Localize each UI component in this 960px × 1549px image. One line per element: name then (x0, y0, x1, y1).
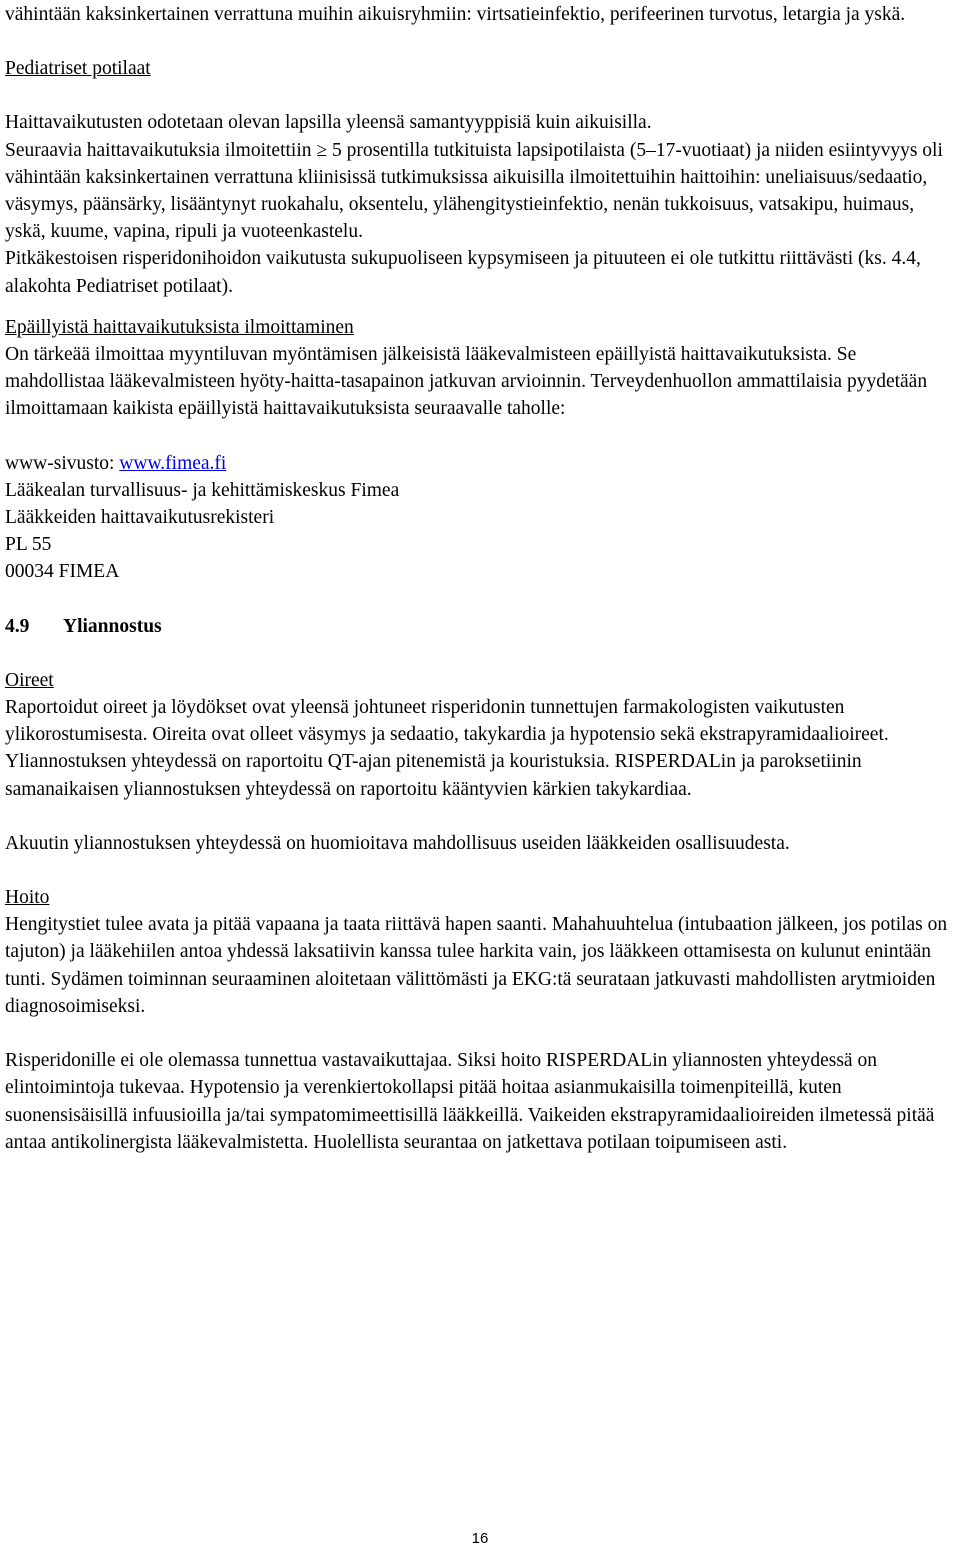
treatment-heading: Hoito (5, 887, 50, 909)
address-line-3: PL 55 (5, 534, 52, 556)
section-title: Yliannostus (63, 615, 162, 637)
symptoms-paragraph-1: Raportoidut oireet ja löydökset ovat yleensä johtuneet risperidonin tunnettujen farmakologisten vaikutusten ylikorostumisesta. Oireita ovat olleet väsymys ja sedaatio, takykardia ja hypotensio sekä ekstrapyramidaalioireet. Yliannostuksen yhteydessä on raportoitu QT-ajan pitenemistä ja kouristuksia. RISPERDALin ja paroksetiinin samanaikaisen yliannostuksen yhteydessä on raportoitu kääntyvien kärkien takykardiaa. (5, 697, 889, 800)
website-label: www-sivusto: (5, 452, 120, 474)
pediatric-paragraph-1: Haittavaikutusten odotetaan olevan lapsilla yleensä samantyyppisiä kuin aikuisilla. (5, 112, 652, 134)
symptoms-paragraph-2: Akuutin yliannostuksen yhteydessä on huomioitava mahdollisuus useiden lääkkeiden osallisuudesta. (5, 832, 790, 854)
address-line-2: Lääkkeiden haittavaikutusrekisteri (5, 507, 275, 529)
website-line (5, 450, 955, 477)
reporting-paragraph: On tärkeää ilmoittaa myyntiluvan myöntämisen jälkeisistä lääkevalmisteen epäillyistä haittavaikutuksista. Se mahdollistaa lääkevalmisteen hyöty-haitta-tasapainon jatkuvan arvioinnin. Terveydenhuollon ammattilaisia pyydetään ilmoittamaan kaikista epäillyistä haittavaikutuksista seuraavalle taholle: (5, 344, 928, 420)
reporting-heading: Epäillyistä haittavaikutuksista ilmoittaminen (5, 316, 354, 338)
document-page (5, 1, 955, 1156)
address-line-1: Lääkealan turvallisuus- ja kehittämiskeskus Fimea (5, 479, 400, 501)
symptoms-heading: Oireet (5, 669, 54, 691)
section-number: 4.9 (5, 615, 30, 637)
pediatric-heading: Pediatriset potilaat (5, 58, 151, 80)
pediatric-paragraph-2: Seuraavia haittavaikutuksia ilmoitettiin ≥ 5 prosentilla tutkituista lapsipotilaista (5–17-vuotiaat) ja niiden esiintyvyys oli vähintään kaksinkertainen verrattuna kliinisissä tutkimuksissa aikuisilla ilmoitettuihin haittoihin: uneliaisuus/sedaatio, väsymys, päänsärky, lisääntynyt ruokahalu, oksentelu, ylähengitystieinfektio, nenän tukkoisuus, vatsakipu, huimaus, yskä, kuume, vapina, ripuli ja vuoteenkastelu. (5, 139, 943, 243)
treatment-paragraph-2: Risperidonille ei ole olemassa tunnettua vastavaikuttajaa. Siksi hoito RISPERDALin yliannosten yhteydessä on elintoimintoja tukevaa. Hypotensio ja verenkiertokollapsi pitää hoitaa asianmukaisilla toimenpiteillä, kuten suonensisäisillä infuusioilla ja/tai sympatomimeettisillä lääkkeillä. Vaikeiden ekstrapyramidaalioireiden ilmetessä pitää antaa antikolinergista lääkevalmistetta. Huolellista seurantaa on jatkettava potilaan toipumiseen asti. (5, 1050, 935, 1153)
section-heading-overdose (5, 613, 955, 640)
intro-paragraph-end: vähintään kaksinkertainen verrattuna muihin aikuisryhmiin: virtsatieinfektio, perifeerinen turvotus, letargia ja yskä. (5, 4, 906, 25)
address-line-4: 00034 FIMEA (5, 561, 120, 583)
treatment-paragraph-1: Hengitystiet tulee avata ja pitää vapaana ja taata riittävä hapen saanti. Mahahuuhtelua (intubaation jälkeen, jos potilas on tajuton) ja lääkehiilen antoa yhdessä laksatiivin kanssa tulee harkita vain, jos lääkkeen ottamisesta on kulunut enintään tunti. Sydämen toiminnan seuraaminen aloitetaan välittömästi ja EKG:tä seurataan jatkuvasti mahdollisten arytmioiden diagnosoimiseksi. (5, 914, 948, 1017)
page-number: 16 (471, 1530, 489, 1547)
fimea-website-link[interactable]: www.fimea.fi (119, 452, 227, 474)
pediatric-paragraph-3: Pitkäkestoisen risperidonihoidon vaikutusta sukupuoliseen kypsymiseen ja pituuteen ei ole tutkittu riittävästi (ks. 4.4, alakohta Pediatriset potilaat). (5, 248, 921, 297)
